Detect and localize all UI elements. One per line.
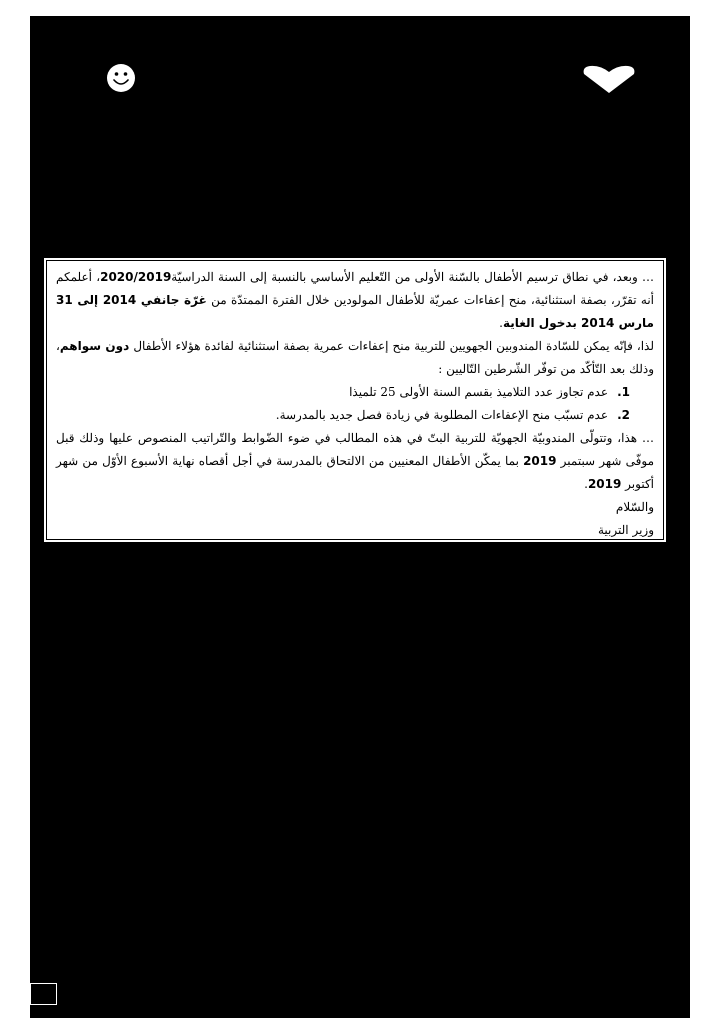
condition-text: عدم تسبّب منح الإعفاءات المطلوبة في زيادة فصل جديد بالمدرسة.	[275, 408, 608, 422]
letter-text-box	[42, 256, 668, 544]
deadline-text-2: بما يمكّن الأطفال المعنيين من الالتحاق بالمدرسة في أجل أقصاه نهاية الأسبوع الأوّل من شهر أكتوبر	[56, 454, 654, 491]
intro-text-2: ، أعلمكم أنه تقرّر، بصفة استثنائية، منح إعفاءات عمريّة للأطفال المولودين خلال الفترة الممتدّة من	[56, 270, 654, 307]
condition-text: عدم تجاوز عدد التلاميذ بقسم السنة الأولى 25 تلميذا	[349, 385, 608, 399]
birth-period: غرّة جانفي 2014 إلى 31 مارس 2014 بدخول الغاية	[56, 293, 654, 330]
condition-number: 1.	[617, 385, 630, 399]
authorization-text-2: ، وذلك بعد التّأكّد من توفّر الشّرطين التّاليين :	[56, 339, 654, 376]
condition-number: 2.	[617, 408, 630, 422]
paragraph-deadline	[56, 427, 654, 496]
september-year: 2019	[523, 454, 557, 468]
deadline-text-3: .	[584, 477, 588, 491]
condition-item	[56, 404, 630, 427]
intro-text-1: … وبعد، في نطاق ترسيم الأطفال بالسّنة الأولى من التّعليم الأساسي بالنسبة إلى السنة الدراسيّة	[171, 270, 654, 284]
school-year: 2020/2019	[100, 270, 172, 284]
paragraph-authorization	[56, 335, 654, 381]
closing-greeting: والسّلام	[615, 500, 654, 514]
deadline-text-1: … هذا، وتتولّى المندوبيّة الجهويّة للتربية البتّ في هذه المطالب في ضوء الضّوابط والتّراتيب المنصوص عليها وذلك قبل موفّى شهر سبتمبر	[56, 431, 654, 468]
conditions-list	[56, 381, 654, 427]
smiley-face-icon	[106, 63, 136, 93]
only-them: دون سواهم	[59, 339, 130, 353]
heart-icon	[582, 64, 636, 94]
condition-item	[56, 381, 630, 404]
intro-text-3: .	[499, 316, 503, 330]
paragraph-intro	[56, 266, 654, 335]
october-year: 2019	[587, 477, 622, 491]
corner-outline-box	[30, 983, 57, 1005]
authorization-text-1: لذا، فإنّه يمكن للسّادة المندوبين الجهويين للتربية منح إعفاءات عمرية بصفة استثنائية لفائدة هؤلاء الأطفال	[129, 339, 654, 353]
signature: وزير التربية	[598, 523, 654, 537]
